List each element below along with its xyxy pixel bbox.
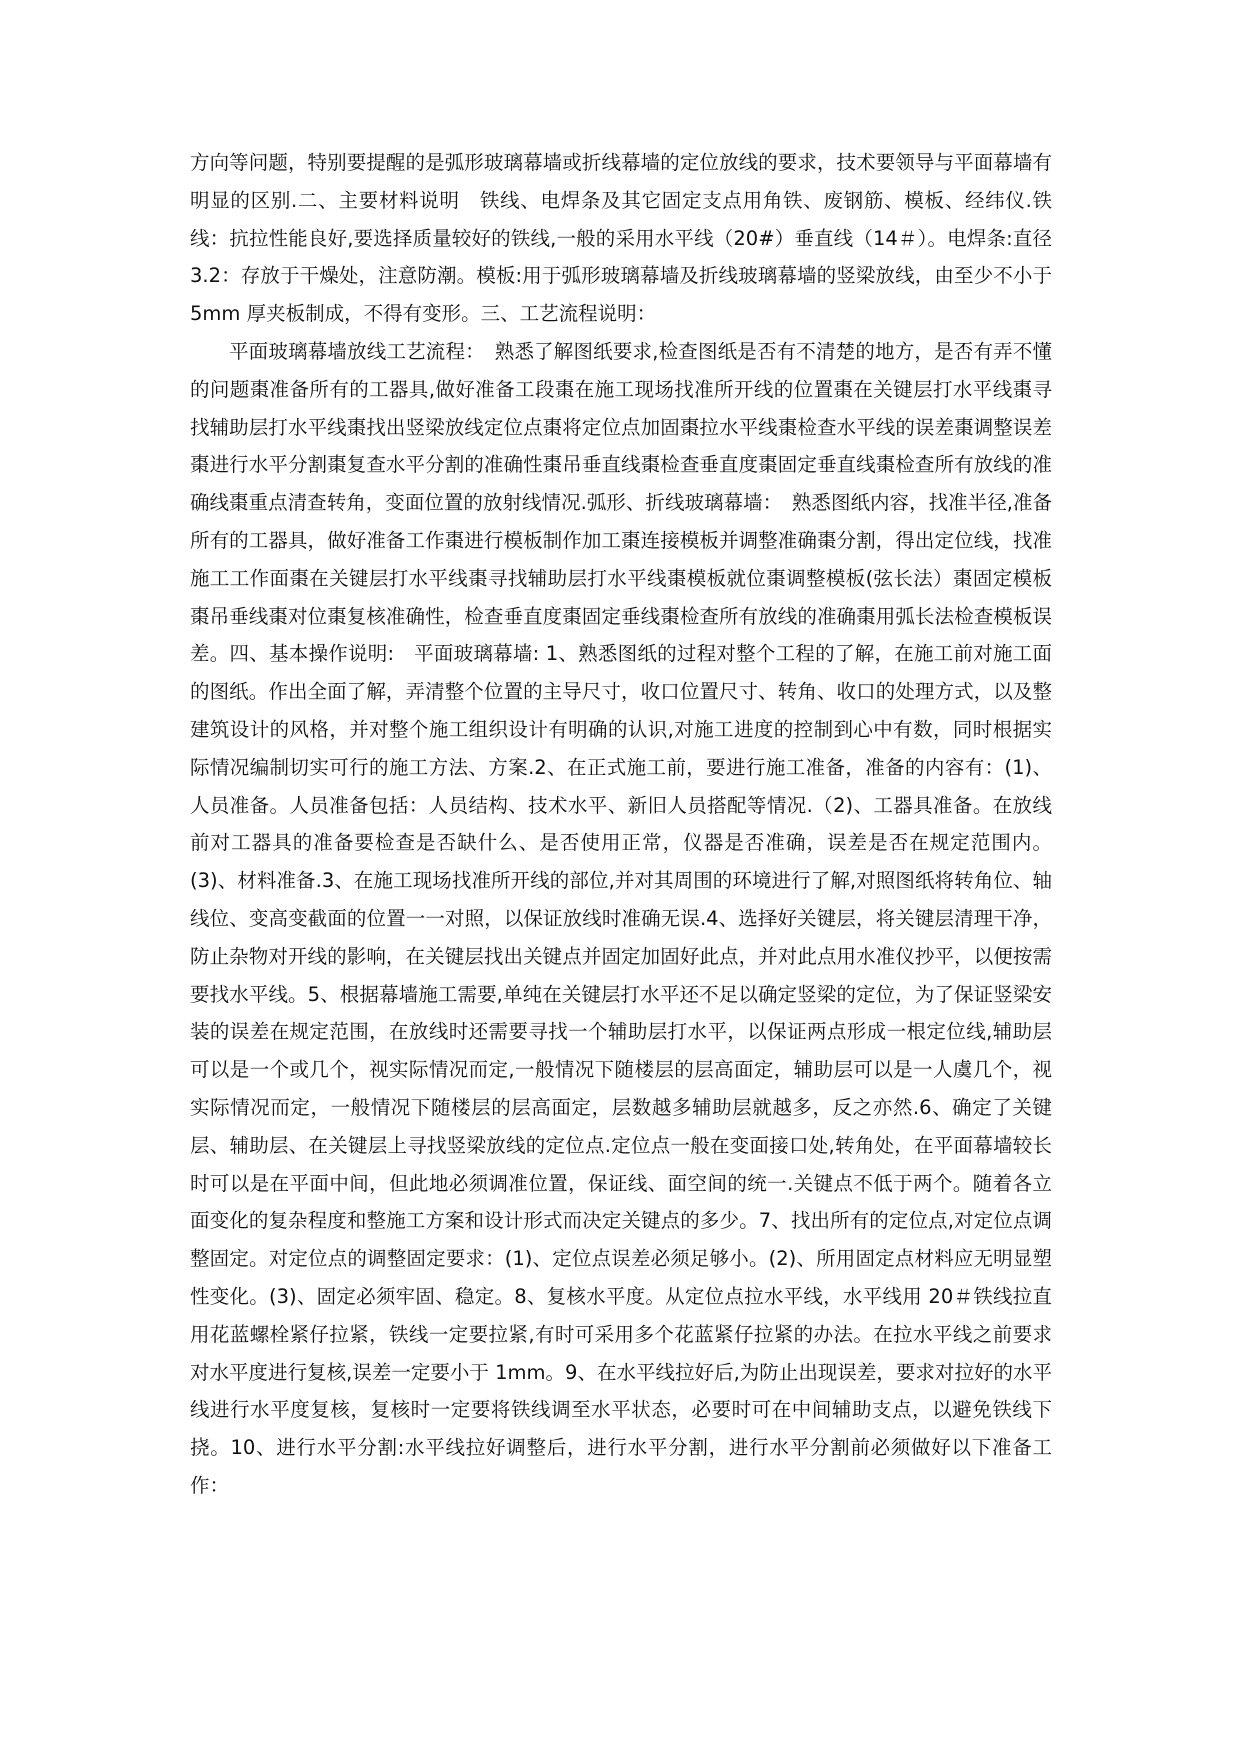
document-page — [190, 144, 1052, 1624]
paragraph-process: 平面玻璃幕墙放线工艺流程： 熟悉了解图纸要求,检查图纸是否有不清楚的地方，是否有弄不懂的问题棗准备所有的工器具,做好准备工段棗在施工现场找准所开线的位置棗在关键层打水平线棗寻找辅助层打水平线棗找出竖梁放线定位点棗将定位点加固棗拉水平线棗检查水平线的误差棗调整误差棗进行水平分割棗复查水平分割的准确性棗吊垂直线棗检查垂直度棗固定垂直线棗检查所有放线的准确线棗重点清查转角，变面位置的放射线情况.弧形、折线玻璃幕墙： 熟悉图纸内容，找准半径,准备所有的工器具，做好准备工作棗进行模板制作加工棗连接模板并调整准确棗分割，得出定位线，找准施工工作面棗在关键层打水平线棗寻找辅助层打水平线棗模板就位棗调整模板(弦长法）棗固定模板棗吊垂线棗对位棗复核准确性，检查垂直度棗固定垂线棗检查所有放线的准确棗用弧长法检查模板误差。四、基本操作说明: 平面玻璃幕墙: 1、熟悉图纸的过程对整个工程的了解，在施工前对施工面的图纸。作出全面了解，弄清整个位置的主导尺寸，收口位置尺寸、转角、收口的处理方式，以及整建筑设计的风格，并对整个施工组织设计有明确的认识,对施工进度的控制到心中有数，同时根据实际情况编制切实可行的施工方法、方案.2、在正式施工前，要进行施工准备，准备的内容有：(1)、人员准备。人员准备包括：人员结构、技术水平、新旧人员搭配等情况.（2)、工器具准备。在放线前对工器具的准备要检查是否缺什么、是否使用正常，仪器是否准确，误差是否在规定范围内。(3)、材料准备.3、在施工现场找准所开线的部位,并对其周围的环境进行了解,对照图纸将转角位、轴线位、变高变截面的位置一一对照，以保证放线时准确无误.4、选择好关键层，将关键层清理干净，防止杂物对开线的影响，在关键层找出关键点并固定加固好此点，并对此点用水准仪抄平，以便按需要找水平线。5、根据幕墙施工需要,单纯在关键层打水平还不足以确定竖梁的定位，为了保证竖梁安装的误差在规定范围，在放线时还需要寻找一个辅助层打水平，以保证两点形成一根定位线,辅助层可以是一个或几个，视实际情况而定,一般情况下随楼层的层高面定，辅助层可以是一人虞几个，视实际情况而定，一般情况下随楼层的层高面定，层数越多辅助层就越多，反之亦然.6、确定了关键层、辅助层、在关键层上寻找竖梁放线的定位点.定位点一般在变面接口处,转角处，在平面幕墙较长时可以是在平面中间，但此地必须调准位置，保证线、面空间的统一.关键点不低于两个。随着各立面变化的复杂程度和整施工方案和设计形式而决定关键点的多少。7、找出所有的定位点,对定位点调整固定。对定位点的调整固定要求：(1)、定位点误差必须足够小。(2)、所用固定点材料应无明显塑性变化。(3)、固定必须牢固、稳定。8、复核水平度。从定位点拉水平线，水平线用 20＃铁线拉直用花蓝螺栓紧仔拉紧，铁线一定要拉紧,有时可采用多个花蓝紧仔拉紧的办法。在拉水平线之前要求对水平度进行复核,误差一定要小于 1mm。9、在水平线拉好后,为防止出现误差，要求对拉好的水平线进行水平度复核，复核时一定要将铁线调至水平状态，必要时可在中间辅助支点，以避免铁线下挠。10、进行水平分割:水平线拉好调整后，进行水平分割，进行水平分割前必须做好以下准备工作： — [190, 339, 1052, 1497]
paragraph-materials: 方向等问题，特别要提醒的是弧形玻璃幕墙或折线幕墙的定位放线的要求，技术要领导与平面幕墙有明显的区别.二、主要材料说明 铁线、电焊条及其它固定支点用角铁、废钢筋、模板、经纬仪.铁线：抗拉性能良好,要选择质量较好的铁线,一般的采用水平线（20#）垂直线（14＃）。电焊条:直径 3.2：存放于干燥处，注意防潮。模板:用于弧形玻璃幕墙及折线玻璃幕墙的竖梁放线，由至少不小于 5mm 厚夹板制成，不得有变形。三、工艺流程说明： — [190, 151, 1052, 326]
